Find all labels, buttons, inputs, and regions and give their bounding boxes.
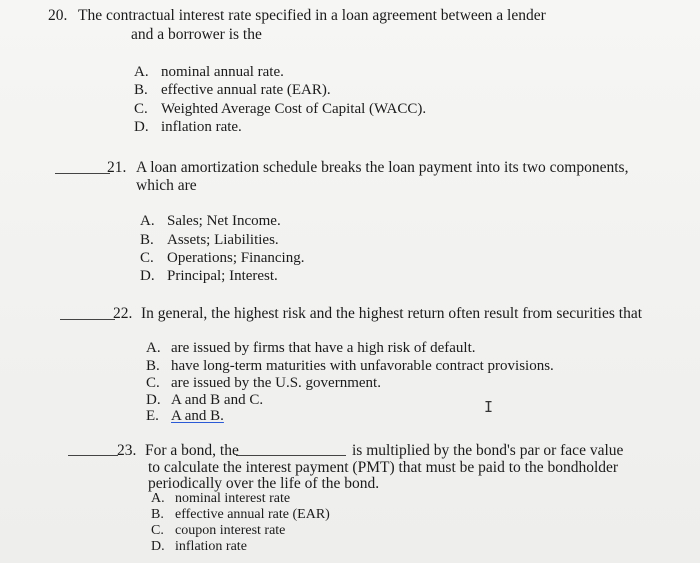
q22-option-letter: D. — [146, 392, 161, 408]
question-21-stem-line-2: which are — [136, 177, 197, 194]
question-21-number: 21. — [107, 159, 127, 176]
q20-option-letter: C. — [134, 101, 148, 117]
q21-option-letter: C. — [140, 250, 154, 266]
q21-option-b: Assets; Liabilities. — [167, 232, 279, 248]
text-cursor-icon: I — [484, 398, 494, 416]
q21-option-letter: B. — [140, 232, 154, 248]
q22-option-letter: A. — [146, 340, 161, 356]
question-22-stem-line-1: In general, the highest risk and the highest return often result from securities that — [141, 305, 643, 322]
q23-option-letter: A. — [151, 491, 165, 506]
q22-option-b: have long-term maturities with unfavorable contract provisions. — [171, 358, 554, 374]
q22-option-c: are issued by the U.S. government. — [171, 375, 381, 391]
answer-blank-21 — [55, 173, 110, 174]
q23-option-b: effective annual rate (EAR) — [175, 507, 330, 522]
q20-option-letter: D. — [134, 119, 149, 135]
question-20-stem-line-2: and a borrower is the — [131, 26, 262, 43]
q23-option-c: coupon interest rate — [175, 523, 286, 538]
q23-option-letter: C. — [151, 523, 164, 538]
q22-option-letter: B. — [146, 358, 160, 374]
question-21-stem-line-1: A loan amortization schedule breaks the loan payment into its two components, — [136, 159, 629, 176]
q21-option-c: Operations; Financing. — [167, 250, 305, 266]
q22-option-letter: E. — [146, 408, 159, 424]
q20-option-a: nominal annual rate. — [161, 64, 284, 80]
q23-option-d: inflation rate — [175, 539, 247, 554]
q22-option-letter: C. — [146, 375, 160, 391]
q20-option-d: inflation rate. — [161, 119, 242, 135]
question-23-stem-line-3: periodically over the life of the bond. — [148, 475, 380, 492]
q21-option-letter: D. — [140, 268, 155, 284]
answer-blank-22 — [60, 319, 115, 320]
answer-blank-23 — [68, 455, 118, 456]
question-23-stem-line-1a: For a bond, the — [145, 442, 239, 459]
q23-option-letter: B. — [151, 507, 164, 522]
q21-option-d: Principal; Interest. — [167, 268, 278, 284]
q20-option-letter: A. — [134, 64, 149, 80]
q20-option-b: effective annual rate (EAR). — [161, 82, 331, 98]
q22-option-e: A and B. — [171, 408, 224, 424]
question-23-stem-line-1b: is multiplied by the bond's par or face value — [352, 442, 624, 459]
q22-option-d: A and B and C. — [171, 392, 264, 408]
question-23-number: 23. — [117, 442, 137, 459]
q20-option-c: Weighted Average Cost of Capital (WACC). — [161, 101, 427, 117]
q23-option-letter: D. — [151, 539, 165, 554]
q23-option-a: nominal interest rate — [175, 491, 291, 506]
question-20-stem-line-1: The contractual interest rate specified in a loan agreement between a lender — [78, 7, 546, 24]
question-22-number: 22. — [113, 305, 133, 322]
q20-option-letter: B. — [134, 82, 148, 98]
question-20-number: 20. — [48, 7, 68, 24]
q22-option-a: are issued by firms that have a high risk of default. — [171, 340, 476, 356]
q21-option-letter: A. — [140, 213, 155, 229]
fill-in-blank — [236, 455, 346, 456]
question-23-stem-line-2: to calculate the interest payment (PMT) that must be paid to the bondholder — [148, 459, 619, 476]
q21-option-a: Sales; Net Income. — [167, 213, 281, 229]
